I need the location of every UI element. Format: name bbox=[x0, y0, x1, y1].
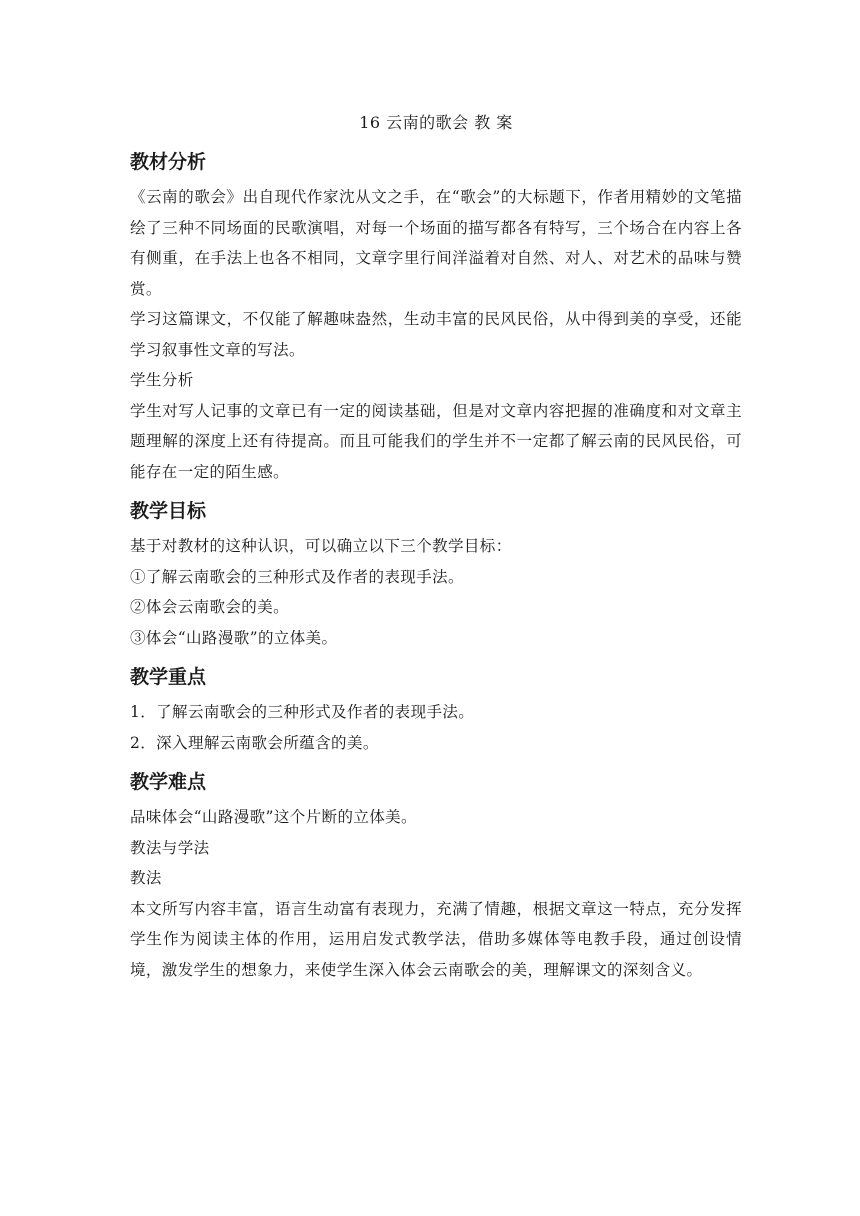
teaching-goal-item-1: ①了解云南歌会的三种形式及作者的表现手法。 bbox=[130, 567, 464, 586]
subheading-teaching-method: 教法 bbox=[130, 869, 162, 887]
student-analysis-paragraph: 学生对写人记事的文章已有一定的阅读基础，但是对文章内容把握的准确度和对文章主题理解的深度上还有待提高。而且可能我们的学生并不一定都了解云南的民风民俗，可能存在一定的陌生感。 bbox=[130, 401, 742, 481]
document-title: 16 云南的歌会 教 案 bbox=[359, 113, 513, 132]
heading-teaching-difficulty: 教学难点 bbox=[130, 771, 207, 793]
heading-teaching-goals: 教学目标 bbox=[130, 500, 207, 522]
teaching-focus-item-1: 1．了解云南歌会的三种形式及作者的表现手法。 bbox=[130, 703, 475, 721]
teaching-focus-item-2: 2．深入理解云南歌会所蕴含的美。 bbox=[130, 733, 379, 752]
heading-methods: 教法与学法 bbox=[130, 838, 210, 857]
teaching-goal-item-3: ③体会“山路漫歌”的立体美。 bbox=[130, 628, 338, 647]
heading-material-analysis: 教材分析 bbox=[130, 151, 207, 173]
teaching-method-paragraph: 本文所写内容丰富，语言生动富有表现力，充满了情趣，根据文章这一特点，充分发挥学生作为阅读主体的作用，运用启发式教学法，借助多媒体等电教手段，通过创设情境，激发学生的想象力，来使学生深入体会云南歌会的美，理解课文的深刻含义。 bbox=[130, 899, 742, 979]
teaching-goals-intro: 基于对教材的这种认识，可以确立以下三个教学目标： bbox=[130, 537, 512, 555]
teaching-goal-item-2: ②体会云南歌会的美。 bbox=[130, 598, 290, 616]
material-analysis-paragraph-2: 学习这篇课文，不仅能了解趣味盎然，生动丰富的民风民俗，从中得到美的享受，还能学习叙事性文章的写法。 bbox=[130, 310, 742, 359]
document-page bbox=[130, 106, 742, 985]
teaching-difficulty-paragraph: 品味体会“山路漫歌”这个片断的立体美。 bbox=[130, 808, 417, 826]
material-analysis-paragraph-1: 《云南的歌会》出自现代作家沈从文之手，在“歌会”的大标题下，作者用精妙的文笔描绘了三种不同场面的民歌演唱，对每一个场面的描写都各有特写，三个场合在内容上各有侧重，在手法上也各不相同，文章字里行间洋溢着对自然、对人、对艺术的品味与赞赏。 bbox=[130, 188, 742, 298]
heading-teaching-focus: 教学重点 bbox=[130, 666, 207, 688]
heading-student-analysis: 学生分析 bbox=[130, 371, 194, 389]
